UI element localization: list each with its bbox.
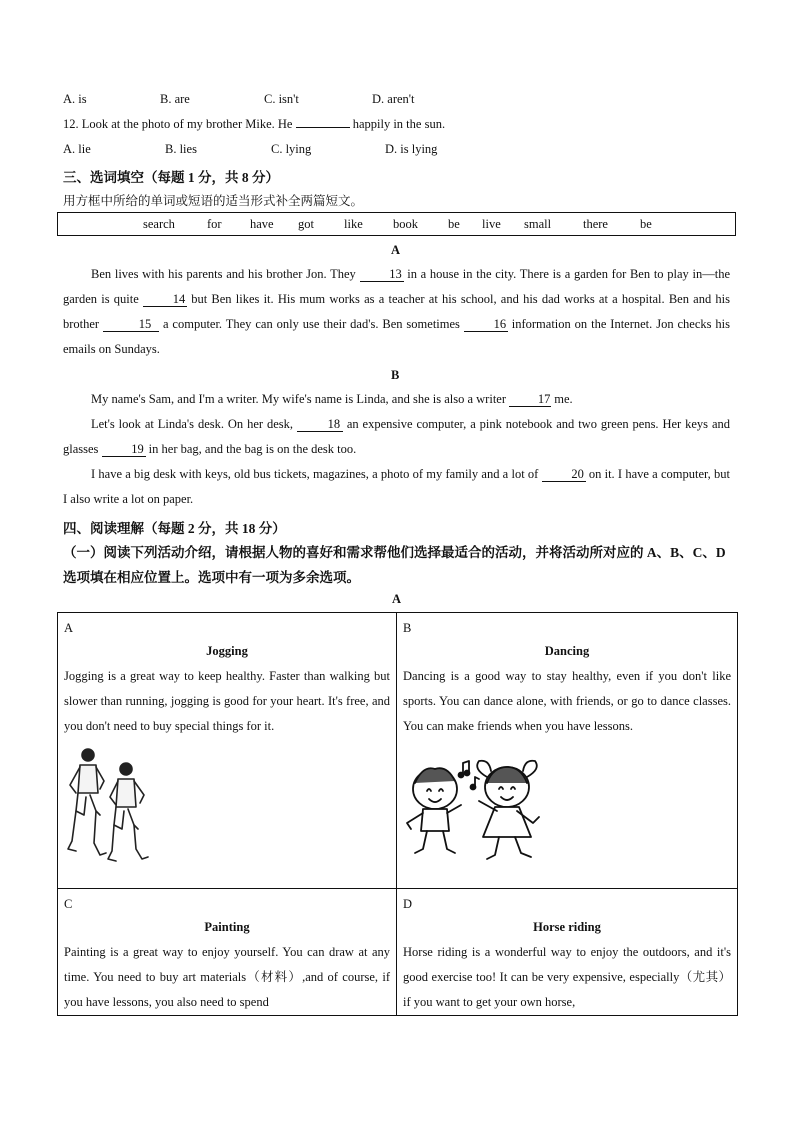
section4-title: 四、阅读理解（每题 2 分，共 18 分） (63, 521, 286, 536)
activity-text: Jogging is a great way to keep healthy. Faster than walking but slower than running, jogging is good for your heart. It's free, and you don't need to buy special things for it. (64, 669, 390, 733)
q12-option-d: D. is lying (385, 142, 438, 156)
word-bank-item: search (143, 217, 175, 231)
word-bank-item: book (393, 217, 418, 231)
q12-stem (63, 117, 445, 132)
activity-text: Painting is a great way to enjoy yourself. You can draw at any time. You need to buy art materials（材料）,and of course, if you have lessons, you also need to spend (64, 945, 390, 1009)
word-bank-item: for (207, 217, 222, 231)
activity-letter: D (403, 897, 413, 911)
passage-a-text: but Ben likes it. His mum works as a teacher at his school, and his dad works at a hospital. Ben and his brother (63, 292, 731, 331)
q12-stem-after: happily in the sun. (352, 117, 446, 131)
activity-title: Jogging (206, 644, 248, 658)
word-bank-item: be (448, 217, 460, 231)
section4-instruction: （一）阅读下列活动介绍，请根据人物的喜好和需求帮他们选择最适合的活动，并将活动所对应的 A、B、C、D 选项填在相应位置上。选项中有一项为多余选项。 (63, 545, 726, 585)
word-bank-item: like (344, 217, 363, 231)
q12-option-a: A. lie (63, 142, 91, 156)
activity-cell-d (397, 889, 738, 1016)
activity-cell-a (58, 613, 397, 889)
passage-b (63, 387, 730, 512)
q11-option-d: D. aren't (372, 92, 415, 106)
passage-a-text: information on the Internet. Jon checks his emails on Sundays. (63, 317, 731, 356)
joggers-illustration (64, 745, 156, 865)
section3-title: 三、选词填空（每题 1 分，共 8 分） (63, 170, 279, 185)
word-bank-item: got (298, 217, 314, 231)
passage-b-text: me. (554, 392, 573, 406)
dancing-children-illustration (403, 753, 549, 865)
passage-b-text: My name's Sam, and I'm a writer. My wife's name is Linda, and she is also a writer (91, 392, 506, 406)
passage-a-label: A (391, 243, 401, 257)
activity-text: Dancing is a good way to stay healthy, even if you don't like sports. You can dance alone, with friends, or go to dance classes. You can make friends when you have lessons. (403, 669, 731, 733)
passage-a-text: Ben lives with his parents and his brother Jon. They (91, 267, 356, 281)
passage-b-text: I have a big desk with keys, old bus tickets, magazines, a photo of my family and a lot of (91, 467, 539, 481)
blank-16[interactable]: 16 (464, 317, 508, 332)
blank-13[interactable]: 13 (360, 267, 404, 282)
q12-stem-before: 12. Look at the photo of my brother Mike. He (63, 117, 293, 131)
q11-options (63, 92, 763, 108)
word-bank-item: be (640, 217, 652, 231)
word-bank-item: there (583, 217, 608, 231)
passage-b-text: Let's look at Linda's desk. On her desk, (91, 417, 293, 431)
passage-a-text: a computer. They can only use their dad's. Ben sometimes (162, 317, 460, 331)
passage-a (63, 262, 730, 362)
activity-cell-c (58, 889, 397, 1016)
activity-title: Dancing (544, 644, 590, 658)
blank-18[interactable]: 18 (297, 417, 343, 432)
activity-letter: A (64, 621, 74, 635)
q11-option-a: A. is (63, 92, 87, 106)
passage-a-text: in a house in the city. There is a garden for Ben to play in—the garden is quite (63, 267, 730, 306)
activity-title: Painting (204, 920, 250, 934)
word-bank-item: live (482, 217, 501, 231)
q11-option-b: B. are (160, 92, 190, 106)
word-bank-item: small (524, 217, 552, 231)
blank-15[interactable]: 15 (103, 317, 159, 332)
activity-cell-b (397, 613, 738, 889)
q12-option-b: B. lies (165, 142, 197, 156)
word-bank-box (57, 212, 736, 236)
q12-options (63, 142, 763, 158)
passage-b-text: on it. I have a computer, but I also write a lot on paper. (63, 467, 730, 506)
activity-title: Horse riding (533, 920, 601, 934)
activity-letter: B (403, 621, 412, 635)
activity-letter: C (64, 897, 73, 911)
section3-instruction: 用方框中所给的单词或短语的适当形式补全两篇短文。 (63, 194, 364, 208)
blank-20[interactable]: 20 (542, 467, 586, 482)
q11-option-c: C. isn't (264, 92, 299, 106)
word-bank-item: have (250, 217, 274, 231)
blank-19[interactable]: 19 (102, 442, 146, 457)
section4-label: A (392, 592, 402, 606)
blank-17[interactable]: 17 (509, 392, 551, 407)
passage-b-text: in her bag, and the bag is on the desk too. (148, 442, 357, 456)
activities-table (57, 612, 738, 1016)
activity-text: Horse riding is a wonderful way to enjoy the outdoors, and it's good exercise too! It can be very expensive, especially（尤其）if you want to get your own horse, (403, 945, 731, 1009)
q12-option-c: C. lying (271, 142, 312, 156)
q12-blank[interactable] (296, 127, 350, 128)
blank-14[interactable]: 14 (143, 292, 187, 307)
passage-b-text: an expensive computer, a pink notebook and two green pens. Her keys and glasses (63, 417, 731, 456)
passage-b-label: B (391, 368, 400, 382)
